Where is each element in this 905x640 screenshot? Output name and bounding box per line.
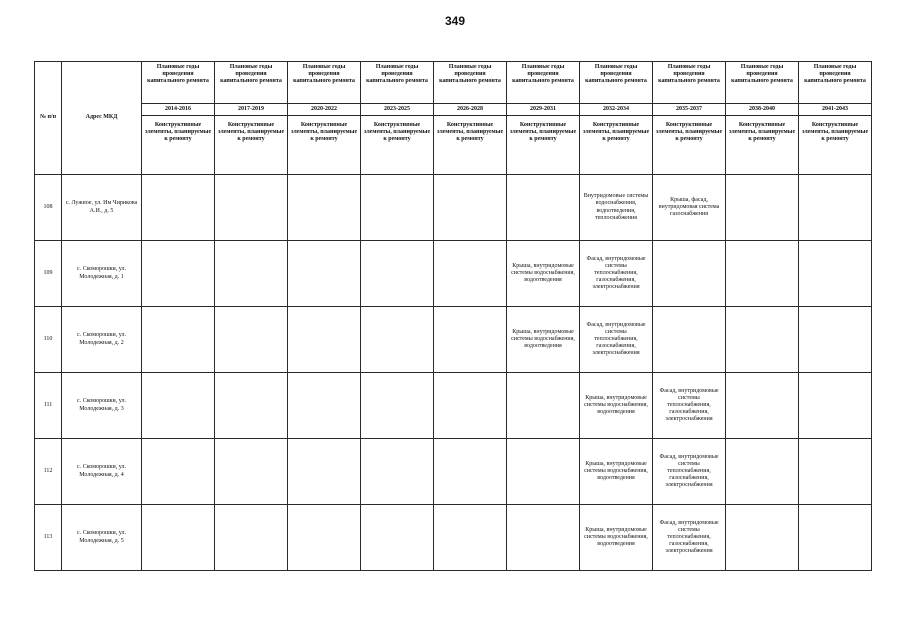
work-cell	[726, 439, 799, 505]
work-cell	[434, 175, 507, 241]
table-row	[35, 373, 872, 439]
work-cell	[799, 373, 872, 439]
work-cell	[361, 505, 434, 571]
work-cell: Крыша, внутридомовые системы водоснабжения, водоотведения	[507, 307, 580, 373]
work-cell: Крыша, внутридомовые системы водоснабжения, водоотведения	[580, 373, 653, 439]
work-cell	[726, 241, 799, 307]
work-cell	[288, 307, 361, 373]
header-num-col: № п/п	[35, 62, 62, 175]
work-cell	[288, 373, 361, 439]
work-cell	[215, 241, 288, 307]
header-elements-cell: Конструктивные элементы, планируемые к ремонту	[361, 116, 434, 175]
work-cell	[653, 307, 726, 373]
work-cell: Фасад, внутридомовые системы теплоснабжения, газоснабжения, электроснабжения	[653, 439, 726, 505]
table-row	[35, 307, 872, 373]
work-cell	[288, 505, 361, 571]
header-elements-cell: Конструктивные элементы, планируемые к ремонту	[434, 116, 507, 175]
work-cell	[434, 241, 507, 307]
header-elements-cell: Конструктивные элементы, планируемые к ремонту	[726, 116, 799, 175]
header-year-cell: 2014-2016	[142, 104, 215, 116]
work-cell	[726, 373, 799, 439]
work-cell	[142, 505, 215, 571]
header-period-cell: Плановые годы проведения капитального ремонта	[288, 62, 361, 104]
header-row-years	[35, 104, 872, 116]
work-cell	[288, 439, 361, 505]
table-row	[35, 505, 872, 571]
row-number: 112	[35, 439, 62, 505]
header-elements-cell: Конструктивные элементы, планируемые к ремонту	[507, 116, 580, 175]
header-year-cell: 2041-2043	[799, 104, 872, 116]
work-cell	[142, 307, 215, 373]
work-cell	[361, 373, 434, 439]
work-cell	[361, 241, 434, 307]
header-elements-cell: Конструктивные элементы, планируемые к ремонту	[580, 116, 653, 175]
header-year-cell: 2029-2031	[507, 104, 580, 116]
work-cell	[434, 373, 507, 439]
work-cell	[434, 307, 507, 373]
work-cell: Крыша, внутридомовые системы водоснабжения, водоотведения	[507, 241, 580, 307]
work-cell: Крыша, внутридомовые системы водоснабжения, водоотведения	[580, 505, 653, 571]
work-cell	[799, 241, 872, 307]
row-address: с. Скоморошки, ул. Молодежная, д. 5	[62, 505, 142, 571]
work-cell	[434, 439, 507, 505]
work-cell	[653, 241, 726, 307]
header-year-cell: 2020-2022	[288, 104, 361, 116]
header-period-cell: Плановые годы проведения капитального ремонта	[215, 62, 288, 104]
work-cell	[726, 307, 799, 373]
header-year-cell: 2023-2025	[361, 104, 434, 116]
work-cell	[726, 175, 799, 241]
table-row	[35, 439, 872, 505]
work-cell	[288, 175, 361, 241]
row-address: с. Лужное, ул. Им Чирикова А.И., д. 5	[62, 175, 142, 241]
header-year-cell: 2017-2019	[215, 104, 288, 116]
work-cell	[799, 307, 872, 373]
work-cell	[507, 505, 580, 571]
work-cell: Фасад, внутридомовые системы теплоснабжения, газоснабжения, электроснабжения	[580, 307, 653, 373]
header-row-period	[35, 62, 872, 104]
page-number: 349	[444, 14, 466, 28]
header-period-cell: Плановые годы проведения капитального ремонта	[361, 62, 434, 104]
work-cell	[361, 439, 434, 505]
work-cell: Фасад, внутридомовые системы теплоснабжения, газоснабжения, электроснабжения	[653, 373, 726, 439]
row-address: с. Скоморошки, ул. Молодежная, д. 4	[62, 439, 142, 505]
header-period-cell: Плановые годы проведения капитального ремонта	[434, 62, 507, 104]
capital-repair-schedule-table	[34, 61, 872, 571]
header-period-cell: Плановые годы проведения капитального ремонта	[580, 62, 653, 104]
header-address-col: Адрес МКД	[62, 62, 142, 175]
header-period-cell: Плановые годы проведения капитального ремонта	[726, 62, 799, 104]
header-period-cell: Плановые годы проведения капитального ремонта	[799, 62, 872, 104]
row-number: 108	[35, 175, 62, 241]
work-cell	[434, 505, 507, 571]
work-cell	[215, 439, 288, 505]
header-row-elements	[35, 116, 872, 175]
header-elements-cell: Конструктивные элементы, планируемые к ремонту	[288, 116, 361, 175]
table-row	[35, 241, 872, 307]
work-cell	[799, 175, 872, 241]
work-cell	[215, 175, 288, 241]
row-address: с. Скоморошки, ул. Молодежная, д. 1	[62, 241, 142, 307]
work-cell	[215, 505, 288, 571]
header-year-cell: 2032-2034	[580, 104, 653, 116]
table-row	[35, 175, 872, 241]
work-cell	[215, 373, 288, 439]
work-cell	[142, 439, 215, 505]
work-cell: Фасад, внутридомовые системы теплоснабжения, газоснабжения, электроснабжения	[580, 241, 653, 307]
work-cell: Фасад, внутридомовые системы теплоснабжения, газоснабжения, электроснабжения	[653, 505, 726, 571]
header-year-cell: 2026-2028	[434, 104, 507, 116]
row-number: 111	[35, 373, 62, 439]
work-cell	[507, 175, 580, 241]
work-cell	[361, 175, 434, 241]
row-address: с. Скоморошки, ул. Молодежная, д. 3	[62, 373, 142, 439]
work-cell	[507, 439, 580, 505]
header-period-cell: Плановые годы проведения капитального ремонта	[507, 62, 580, 104]
work-cell: Внутридомовые системы водоснабжения, водоотведения, теплоснабжения	[580, 175, 653, 241]
row-number: 109	[35, 241, 62, 307]
header-elements-cell: Конструктивные элементы, планируемые к ремонту	[653, 116, 726, 175]
work-cell	[361, 307, 434, 373]
work-cell	[799, 439, 872, 505]
work-cell: Крыша, внутридомовые системы водоснабжения, водоотведения	[580, 439, 653, 505]
work-cell	[142, 241, 215, 307]
header-period-cell: Плановые годы проведения капитального ремонта	[653, 62, 726, 104]
work-cell: Крыша, фасад, внутридомовая система газоснабжения	[653, 175, 726, 241]
row-number: 110	[35, 307, 62, 373]
header-elements-cell: Конструктивные элементы, планируемые к ремонту	[215, 116, 288, 175]
header-year-cell: 2038-2040	[726, 104, 799, 116]
work-cell	[507, 373, 580, 439]
header-year-cell: 2035-2037	[653, 104, 726, 116]
work-cell	[288, 241, 361, 307]
header-elements-cell: Конструктивные элементы, планируемые к ремонту	[799, 116, 872, 175]
work-cell	[799, 505, 872, 571]
work-cell	[726, 505, 799, 571]
work-cell	[142, 373, 215, 439]
row-number: 113	[35, 505, 62, 571]
header-elements-cell: Конструктивные элементы, планируемые к ремонту	[142, 116, 215, 175]
row-address: с. Скоморошки, ул. Молодежная, д. 2	[62, 307, 142, 373]
work-cell	[142, 175, 215, 241]
work-cell	[215, 307, 288, 373]
header-period-cell: Плановые годы проведения капитального ремонта	[142, 62, 215, 104]
